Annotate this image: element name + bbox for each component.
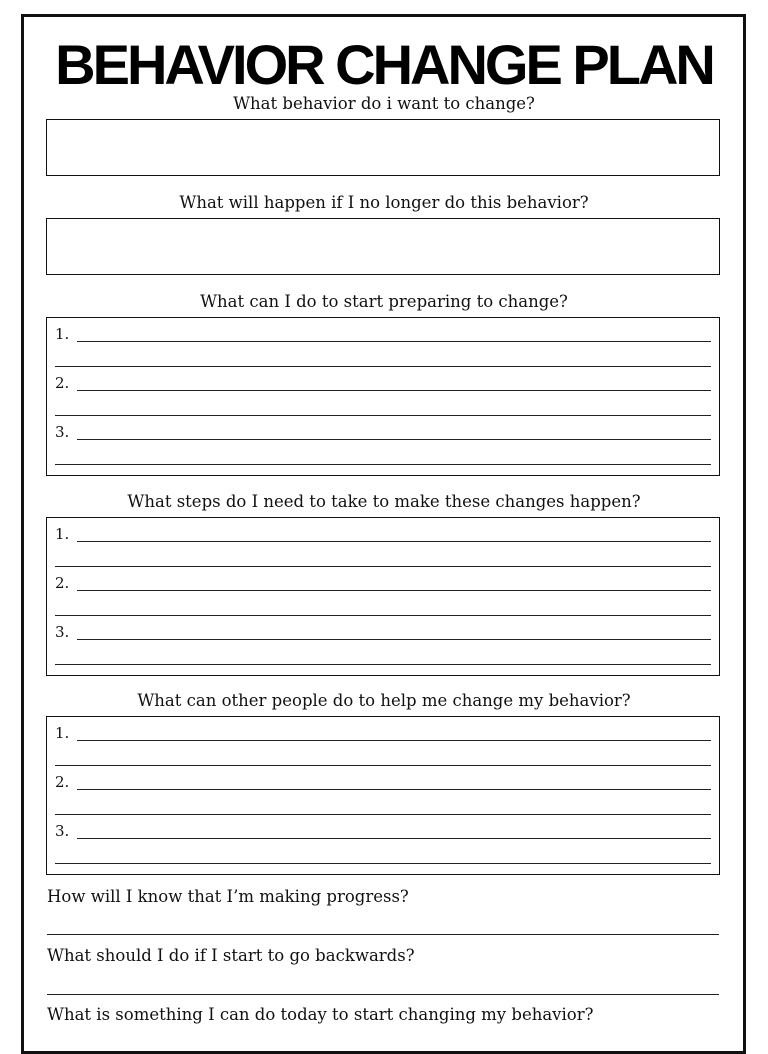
continuation-row[interactable]: [55, 398, 711, 418]
list-number: 3.: [55, 822, 70, 840]
writing-line: [77, 639, 711, 640]
writing-line: [77, 341, 711, 342]
page-title: BEHAVIOR CHANGE PLAN: [55, 33, 713, 96]
list-item[interactable]: [55, 324, 711, 344]
writing-line: [77, 740, 711, 741]
writing-line: [55, 615, 711, 616]
list-number: 1.: [55, 525, 70, 543]
continuation-row[interactable]: [55, 647, 711, 667]
answer-box-what-will-happen[interactable]: [46, 218, 720, 275]
question-going-backwards: What should I do if I start to go backwards?: [47, 946, 415, 965]
writing-line: [77, 439, 711, 440]
continuation-row[interactable]: [55, 846, 711, 866]
list-number: 1.: [55, 325, 70, 343]
writing-line: [55, 464, 711, 465]
list-number: 3.: [55, 623, 70, 641]
question-something-today: What is something I can do today to start changing my behavior?: [47, 1005, 594, 1024]
answer-box-steps-to-take: [46, 517, 720, 676]
writing-line: [55, 664, 711, 665]
writing-line: [55, 366, 711, 367]
writing-line: [55, 765, 711, 766]
continuation-row[interactable]: [55, 549, 711, 569]
writing-line: [55, 863, 711, 864]
writing-line: [55, 415, 711, 416]
list-number: 1.: [55, 724, 70, 742]
question-steps-to-take: What steps do I need to take to make these changes happen?: [127, 492, 641, 511]
question-making-progress: How will I know that I’m making progress?: [47, 887, 409, 906]
writing-line: [77, 838, 711, 839]
answer-box-start-preparing: [46, 317, 720, 476]
writing-line: [55, 566, 711, 567]
continuation-row[interactable]: [55, 349, 711, 369]
question-start-preparing: What can I do to start preparing to change?: [200, 292, 568, 311]
list-number: 2.: [55, 574, 70, 592]
continuation-row[interactable]: [55, 447, 711, 467]
list-number: 2.: [55, 374, 70, 392]
continuation-row[interactable]: [55, 797, 711, 817]
list-number: 2.: [55, 773, 70, 791]
list-item[interactable]: [55, 573, 711, 593]
writing-line: [77, 789, 711, 790]
writing-line: [77, 541, 711, 542]
answer-box-other-people-help: [46, 716, 720, 875]
question-behavior-to-change: What behavior do i want to change?: [233, 94, 535, 113]
answer-line-going-backwards[interactable]: [47, 994, 719, 995]
answer-box-behavior-to-change[interactable]: [46, 119, 720, 176]
writing-line: [55, 814, 711, 815]
list-item[interactable]: [55, 821, 711, 841]
continuation-row[interactable]: [55, 748, 711, 768]
writing-line: [77, 590, 711, 591]
list-item[interactable]: [55, 373, 711, 393]
list-item[interactable]: [55, 622, 711, 642]
list-item[interactable]: [55, 422, 711, 442]
question-what-will-happen: What will happen if I no longer do this behavior?: [179, 193, 589, 212]
continuation-row[interactable]: [55, 598, 711, 618]
answer-line-making-progress[interactable]: [47, 934, 719, 935]
list-item[interactable]: [55, 524, 711, 544]
list-item[interactable]: [55, 772, 711, 792]
writing-line: [77, 390, 711, 391]
question-other-people-help: What can other people do to help me change my behavior?: [137, 691, 631, 710]
list-number: 3.: [55, 423, 70, 441]
list-item[interactable]: [55, 723, 711, 743]
